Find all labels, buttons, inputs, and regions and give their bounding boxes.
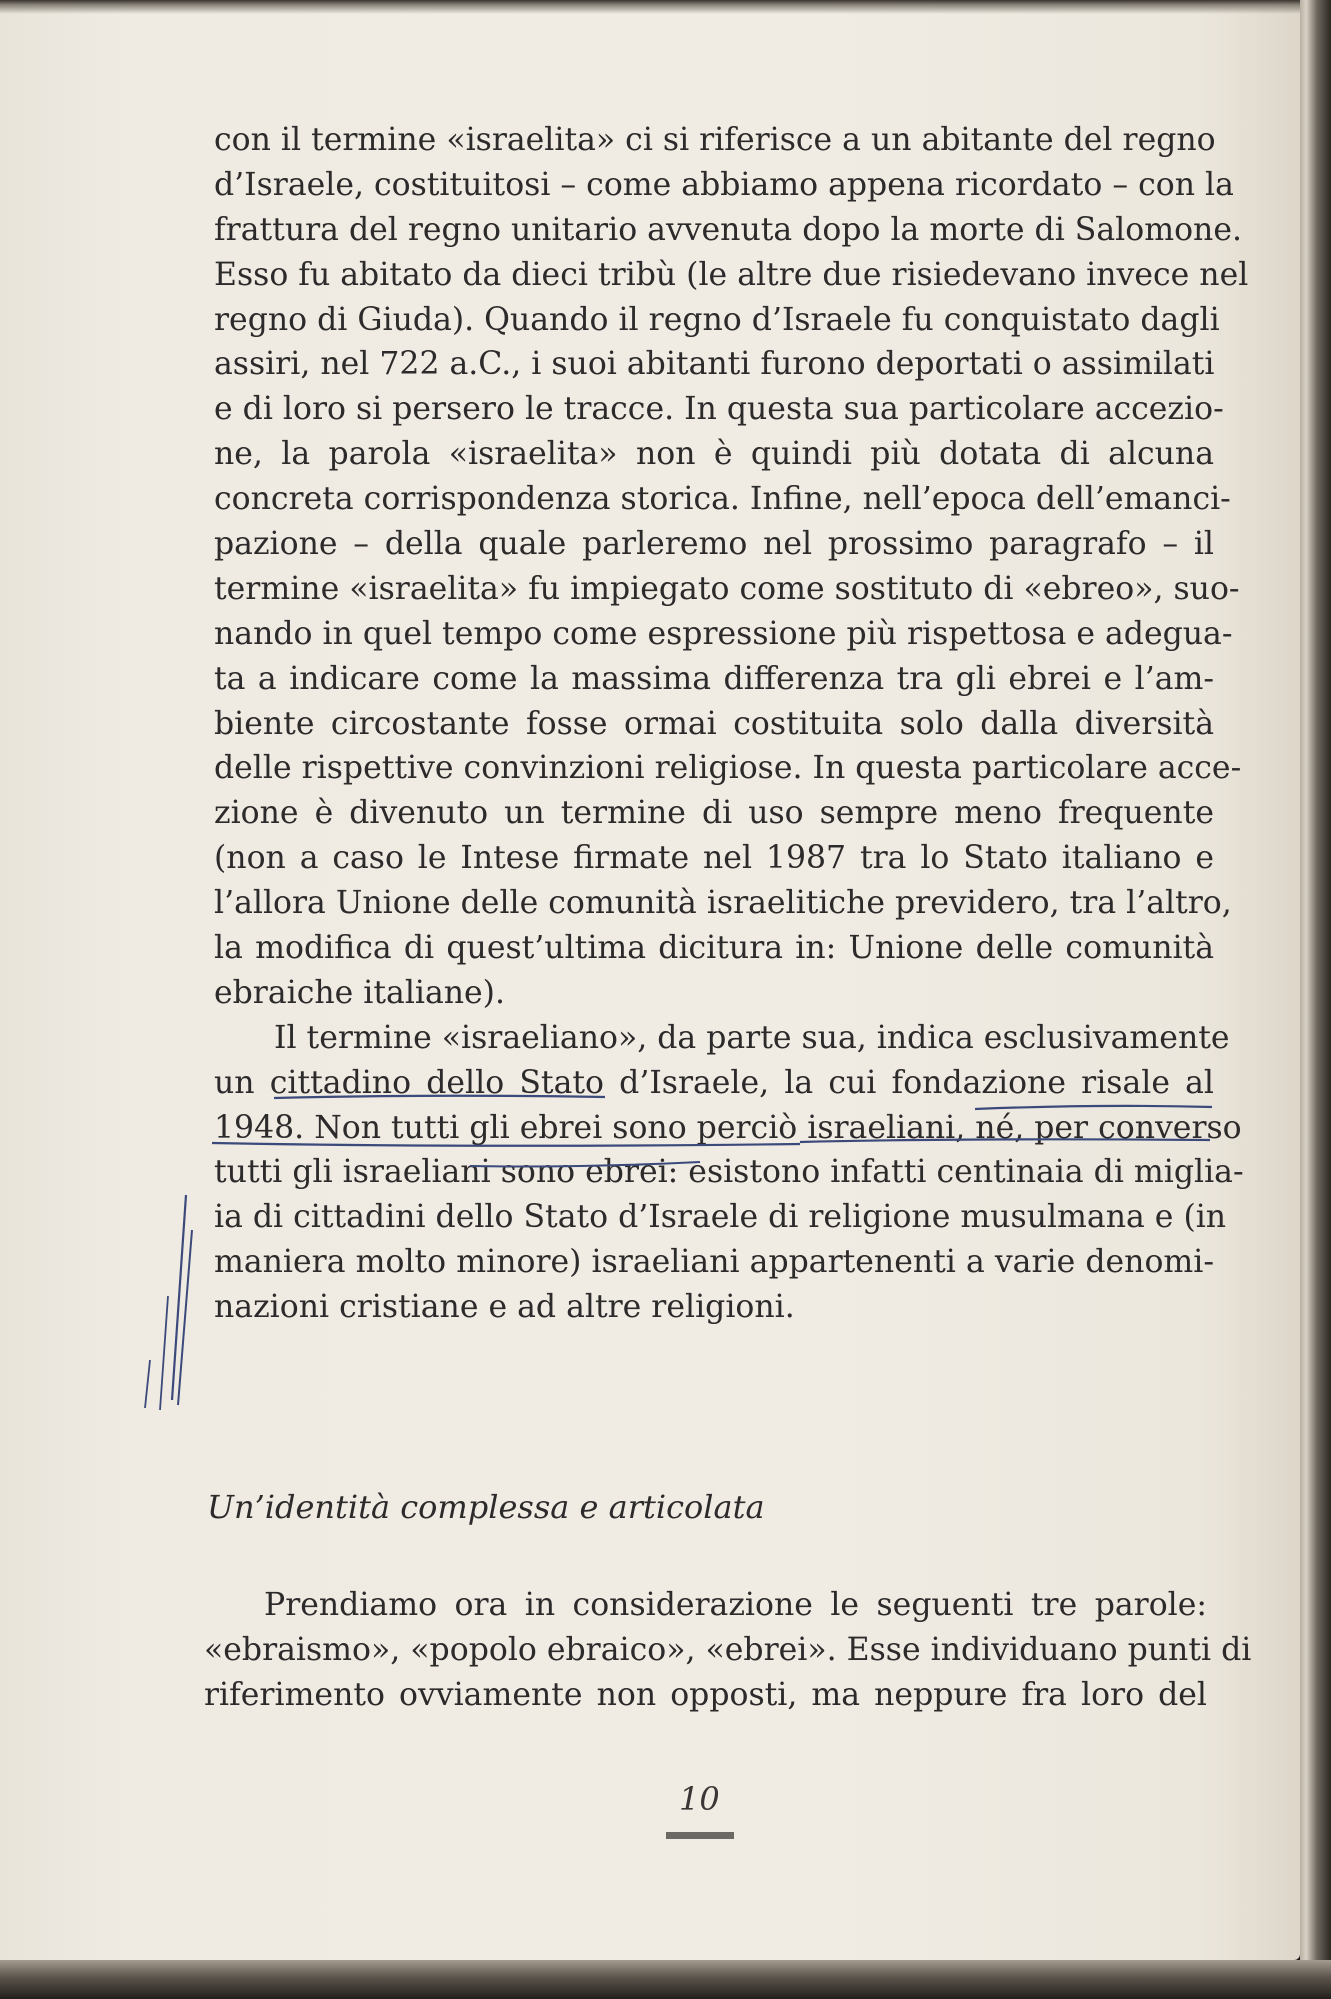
text-line: Il termine «israeliano», da parte sua, indica esclusivamente [274,1019,1230,1056]
closing-text-block [204,1583,1252,1718]
book-bottom-edge [0,1960,1331,1999]
text-line: frattura del regno unitario avvenuta dopo la morte di Salomone. [214,211,1242,248]
text-line: nazioni cristiane e ad altre religioni. [214,1289,795,1326]
text-line: Esso fu abitato da dieci tribù (le altre due risiedevano invece nel [214,256,1249,293]
text-line: biente circostante fosse ormai costituita solo dalla diversità [214,705,1214,742]
text-line: Prendiamo ora in considerazione le seguenti tre parole: [264,1587,1207,1623]
text-line: ebraiche italiane). [214,974,505,1011]
text-line: tutti gli israeliani sono ebrei: esistono infatti centinaia di miglia- [214,1154,1244,1191]
text-line: ta a indicare come la massima differenza tra gli ebrei e l’am- [214,660,1214,697]
section-heading: Un’identità complessa e articolata [207,1488,765,1526]
text-line: d’Israele, costituitosi – come abbiamo appena ricordato – con la [214,166,1234,203]
text-line: pazione – della quale parleremo nel prossimo paragrafo – il [214,526,1214,563]
text-line: nando in quel tempo come espressione più rispettosa e adegua- [214,615,1233,652]
text-line: con il termine «israelita» ci si riferisce a un abitante del regno [214,122,1216,158]
text-line: e di loro si persero le tracce. In questa sua particolare accezio- [214,391,1224,428]
main-text-block [214,118,1249,1330]
text-line: ia di cittadini dello Stato d’Israele di religione musulmana e (in [214,1199,1227,1236]
text-line: maniera molto minore) israeliani appartenenti a varie denomi- [214,1244,1214,1281]
text-line: un cittadino dello Stato d’Israele, la cui fondazione risale al [214,1064,1214,1101]
text-line: assiri, nel 722 a.C., i suoi abitanti furono deportati o assimilati [214,346,1215,383]
page-number: 10 [679,1780,720,1818]
text-line: l’allora Unione delle comunità israelitiche previdero, tra l’altro, [214,885,1232,922]
text-line: 1948. Non tutti gli ebrei sono perciò israeliani, né, per converso [214,1109,1242,1146]
text-line: riferimento ovviamente non opposti, ma neppure fra loro del [204,1676,1207,1713]
text-line: delle rispettive convinzioni religiose. In questa particolare acce- [214,750,1242,787]
text-line: zione è divenuto un termine di uso sempre meno frequente [214,795,1214,832]
page-top-shadow [0,0,1300,14]
text-line: termine «israelita» fu impiegato come sostituto di «ebreo», suo- [214,570,1240,607]
text-line: la modifica di quest’ultima dicitura in: Unione delle comunità [214,930,1214,967]
book-spine-edge [1300,0,1331,1999]
text-line: «ebraismo», «popolo ebraico», «ebrei». Esse individuano punti di [204,1631,1252,1668]
text-line: ne, la parola «israelita» non è quindi più dotata di alcuna [214,436,1214,473]
text-line: (non a caso le Intese firmate nel 1987 tra lo Stato italiano e [214,840,1214,877]
page-number-rule [666,1832,734,1839]
text-line: regno di Giuda). Quando il regno d’Israele fu conquistato dagli [214,301,1220,338]
text-line: concreta corrispondenza storica. Infine, nell’epoca dell’emanci- [214,481,1231,518]
